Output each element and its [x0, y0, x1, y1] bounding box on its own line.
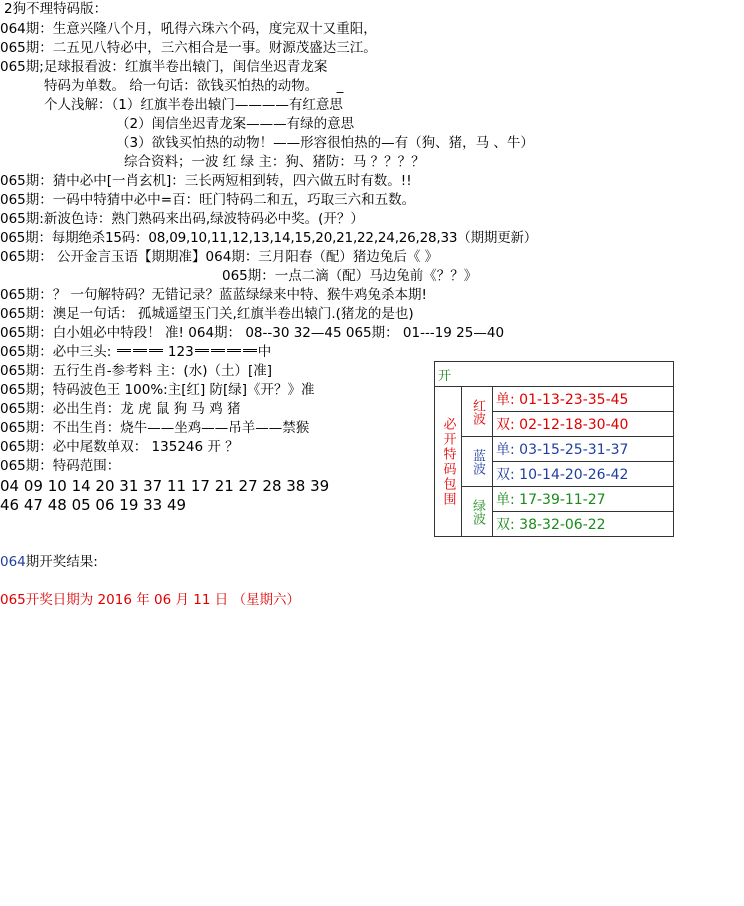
row-label: 单:	[496, 392, 515, 408]
line-14: 065期：一点二滴（配）马边兔前《？？》	[222, 268, 478, 284]
wave-green-label: 绿波	[462, 487, 493, 537]
result-line	[0, 553, 98, 571]
row-numbers: 01-13-23-35-45	[519, 392, 629, 408]
row-numbers: 17-39-11-27	[519, 492, 606, 508]
row-label: 单:	[496, 442, 515, 458]
line-18-suffix: 中	[257, 344, 272, 360]
line-6: （2）闺信坐迟青龙案———有绿的意思	[116, 116, 355, 132]
line-11: 065期:新波色诗：熟门熟码来出码,绿波特码必中奖。(开？）	[0, 211, 364, 227]
line-13: 065期： 公开金言玉语【期期准】064期：三月阳春（配）猪边兔后《 》	[0, 249, 439, 265]
bar-mark	[149, 349, 163, 355]
number-range-2: 46 47 48 05 06 19 33 49	[0, 496, 187, 514]
line-4-mark: _	[336, 78, 344, 94]
result-number: 064	[0, 554, 26, 570]
green-odd-row	[493, 487, 674, 512]
blue-even-row	[493, 462, 674, 487]
line-23: 065期：必中尾数单双： 135246 开 ？	[0, 439, 239, 455]
row-label: 双:	[496, 517, 515, 533]
special-code-box	[434, 361, 674, 537]
bar-mark	[211, 349, 225, 355]
row-numbers: 03-15-25-31-37	[519, 442, 629, 458]
line-5: 个人浅解：（1）红旗半卷出辕门————有红意思	[44, 97, 343, 113]
row-label: 双:	[496, 467, 515, 483]
box-side-label: 必开特码包围	[435, 387, 462, 537]
line-065-2: 065期：二五见八特必中，三六相合是一事。财源茂盛达三江。	[0, 40, 377, 56]
line-16: 065期：澳足一句话： 孤城遥望玉门关,红旗半卷出辕门.(猪龙的是也)	[0, 306, 414, 322]
line-15: 065期：？ 一句解特码？无错记录？蓝蓝绿绿来中特、猴牛鸡兔杀本期!	[0, 287, 427, 303]
row-label: 双:	[496, 417, 515, 433]
line-18-label: 065期：必中三头:	[0, 344, 112, 360]
row-numbers: 10-14-20-26-42	[519, 467, 629, 483]
bar-mark	[243, 349, 257, 355]
line-19: 065期：五行生肖-参考料 主：(水)（土）[准]	[0, 363, 272, 379]
wave-blue-label: 蓝波	[462, 437, 493, 487]
row-numbers: 02-12-18-30-40	[519, 417, 629, 433]
line-9: 065期：猜中必中[一肖玄机]：三长两短相到转，四六做五时有数。!!	[0, 173, 412, 189]
line-7: （3）欲钱买怕热的动物！——形容很怕热的—有（狗、猪，马 、牛）	[116, 135, 534, 151]
line-17: 065期：白小姐必中特段！ 准! 064期： 08--30 32—45 065期： 01---19 25—40	[0, 325, 505, 341]
line-24: 065期：特码范围：	[0, 458, 121, 474]
line-4-text: 特码为单数。 给一句话：欲钱买怕热的动物。	[44, 78, 319, 94]
red-even-row	[493, 412, 674, 437]
line-064-1: 064期：生意兴隆八个月，吼得六珠六个码，度完双十又重阳，	[0, 21, 377, 37]
line-20: 065期；特码波色王 100%:主[红] 防[绿]《开？》准	[0, 382, 315, 398]
line-4	[44, 77, 343, 95]
result-label: 期开奖结果:	[25, 554, 98, 570]
bar-mark	[227, 349, 241, 355]
blue-odd-row	[493, 437, 674, 462]
line-12: 065期：每期绝杀15码：08,09,10,11,12,13,14,15,20,21,22,24,26,28,33（期期更新）	[0, 230, 538, 246]
line-8: 综合资料；一波 红 绿 主：狗、猪防：马 ？？？？	[124, 154, 425, 170]
line-18	[0, 343, 271, 361]
number-range-1: 04 09 10 14 20 31 37 11 17 21 27 28 38 39	[0, 477, 330, 495]
row-label: 单:	[496, 492, 515, 508]
red-odd-row	[493, 387, 674, 412]
line-10: 065期：一码中特猜中必中=百：旺门特码二和五，巧取三六和五数。	[0, 192, 416, 208]
wave-red-label: 红波	[462, 387, 493, 437]
draw-date-line: 065开奖日期为 2016 年 06 月 11 日 （星期六）	[0, 592, 301, 608]
line-21: 065期：必出生肖：龙 虎 鼠 狗 马 鸡 猪	[0, 401, 241, 417]
line-18-number: 123	[167, 344, 194, 360]
bar-mark	[195, 349, 209, 355]
bar-mark	[133, 349, 147, 355]
bar-mark	[117, 349, 131, 355]
page-title: 2狗不理特码版：	[4, 1, 108, 17]
line-22: 065期：不出生肖：烧牛——坐鸡——吊羊——禁猴	[0, 420, 310, 436]
line-065-3: 065期;足球报看波：红旗半卷出辕门，闺信坐迟青龙案	[0, 59, 328, 75]
green-even-row	[493, 512, 674, 537]
box-header: 开	[435, 362, 674, 387]
row-numbers: 38-32-06-22	[519, 517, 606, 533]
